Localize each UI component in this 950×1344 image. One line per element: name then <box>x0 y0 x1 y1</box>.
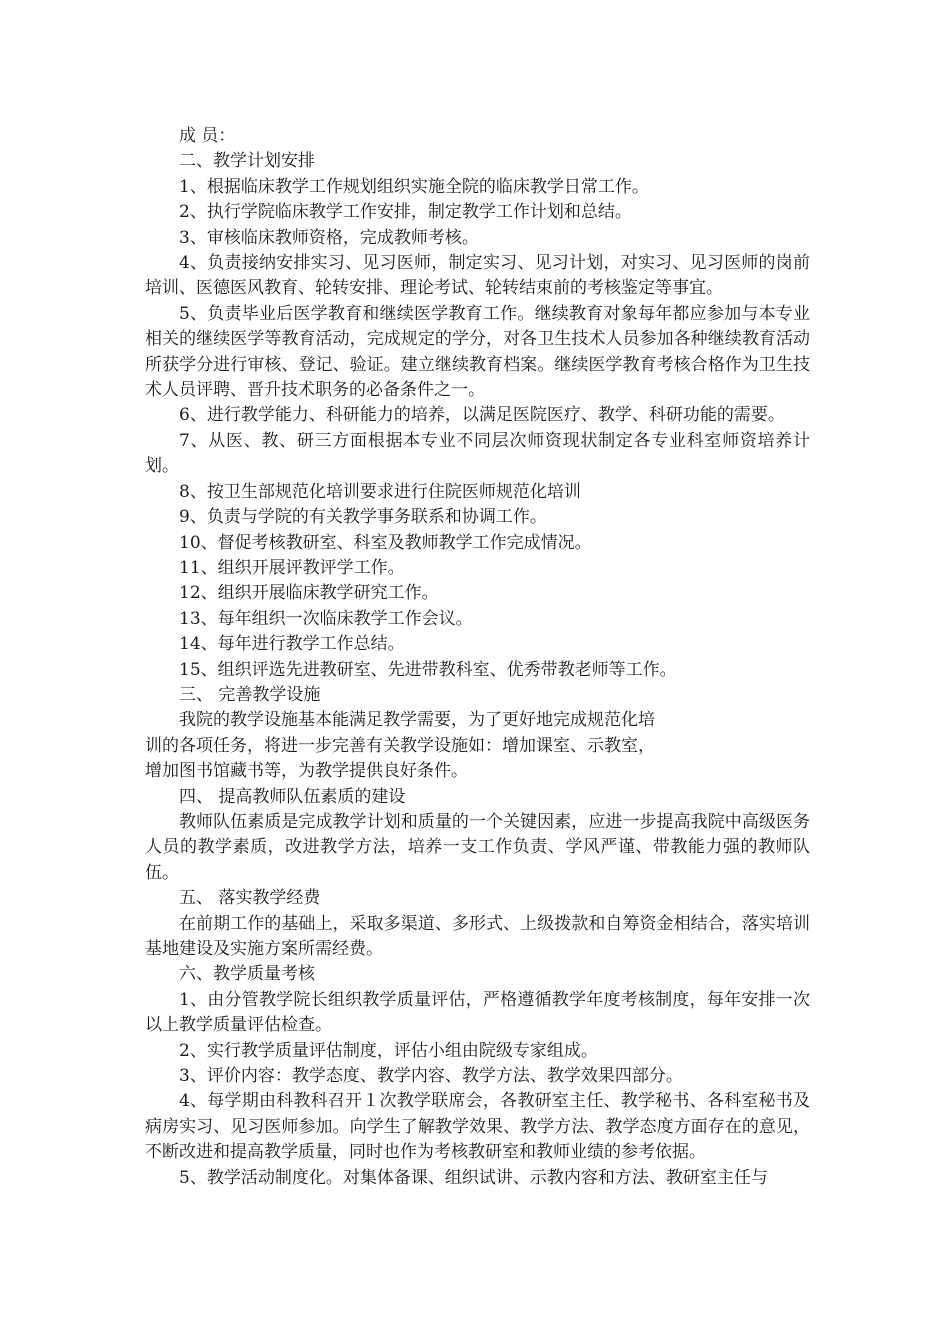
paragraph-item: 15、组织评选先进教研室、先进带教科室、优秀带教老师等工作。 <box>179 659 677 680</box>
section-heading-5: 五、 落实教学经费 <box>179 888 321 909</box>
paragraph-item: 1、根据临床教学工作规划组织实施全院的临床教学日常工作。 <box>179 176 649 197</box>
paragraph-item: 4、每学期由科教科召开１次教学联席会，各教研室主任、教学秘书、各科室秘书及病房实习、见习医师参加。向学生了解教学效果、教学方法、教学态度方面存在的意见，不断改进和提高教学质量，同时也作为考核教研室和教师业绩的参考依据。 <box>145 1091 810 1163</box>
paragraph-item: 教师队伍素质是完成教学计划和质量的一个关键因素，应进一步提高我院中高级医务人员的教学素质，改进教学方法，培养一支工作负责、学风严谨、带教能力强的教师队伍。 <box>145 811 810 883</box>
paragraph-item: 7、从医、教、研三方面根据本专业不同层次师资现状制定各专业科室师资培养计划。 <box>145 430 810 477</box>
paragraph-item: 4、负责接纳安排实习、见习医师，制定实习、见习计划，对实习、见习医师的岗前培训、医德医风教育、轮转安排、理论考试、轮转结束前的考核鉴定等事宜。 <box>145 253 810 299</box>
paragraph-item: 3、评价内容：教学态度、教学内容、教学方法、教学效果四部分。 <box>179 1066 683 1087</box>
paragraph-line: 训的各项任务，将进一步完善有关教学设施如：增加课室、示教室， <box>145 735 655 756</box>
paragraph-item: 3、审核临床教师资格，完成教师考核。 <box>179 227 479 248</box>
paragraph-line: 增加图书馆藏书等，为教学提供良好条件。 <box>145 761 468 782</box>
paragraph-item: 9、负责与学院的有关教学事务联系和协调工作。 <box>179 507 547 528</box>
paragraph-item: 2、执行学院临床教学工作安排，制定教学工作计划和总结。 <box>179 202 632 223</box>
paragraph-item: 14、每年进行教学工作总结。 <box>179 634 405 655</box>
paragraph-item: 1、由分管教学院长组织教学质量评估，严格遵循教学年度考核制度，每年安排一次以上教学质量评估检查。 <box>145 989 810 1036</box>
paragraph-item: 5、教学活动制度化。对集体备课、组织试讲、示教内容和方法、教研室主任与 <box>179 1167 768 1188</box>
section-heading-4: 四、 提高教师队伍素质的建设 <box>179 786 406 807</box>
paragraph-item: 11、组织开展评教评学工作。 <box>179 557 405 578</box>
paragraph-item: 5、负责毕业后医学教育和继续医学教育工作。继续教育对象每年都应参加与本专业相关的继续医学等教育活动，完成规定的学分，对各卫生技术人员参加各种继续教育活动所获学分进行审核、登记、验证。建立继续教育档案。继续医学教育考核合格作为卫生技术人员评聘、晋升技术职务的必备条件之一。 <box>145 303 810 401</box>
section-heading-2: 二、教学计划安排 <box>179 151 315 172</box>
paragraph-line: 我院的教学设施基本能满足教学需要，为了更好地完成规范化培 <box>179 710 655 731</box>
paragraph-item: 8、按卫生部规范化培训要求进行住院医师规范化培训 <box>179 481 581 502</box>
paragraph-item: 6、进行教学能力、科研能力的培养，以满足医院医疗、教学、科研功能的需要。 <box>179 405 785 426</box>
members-line: 成 员： <box>179 126 236 146</box>
paragraph-item: 在前期工作的基础上，采取多渠道、多形式、上级拨款和自筹资金相结合，落实培训基地建设及实施方案所需经费。 <box>145 913 810 959</box>
section-heading-6: 六、教学质量考核 <box>179 964 315 985</box>
paragraph-item: 10、督促考核教研室、科室及教师教学工作完成情况。 <box>179 532 592 553</box>
section-heading-3: 三、 完善教学设施 <box>179 684 321 705</box>
paragraph-item: 13、每年组织一次临床教学工作会议。 <box>179 608 473 629</box>
document-body <box>145 124 810 1191</box>
paragraph-item: 2、实行教学质量评估制度，评估小组由院级专家组成。 <box>179 1040 598 1061</box>
paragraph-item: 12、组织开展临床教学研究工作。 <box>179 583 439 604</box>
